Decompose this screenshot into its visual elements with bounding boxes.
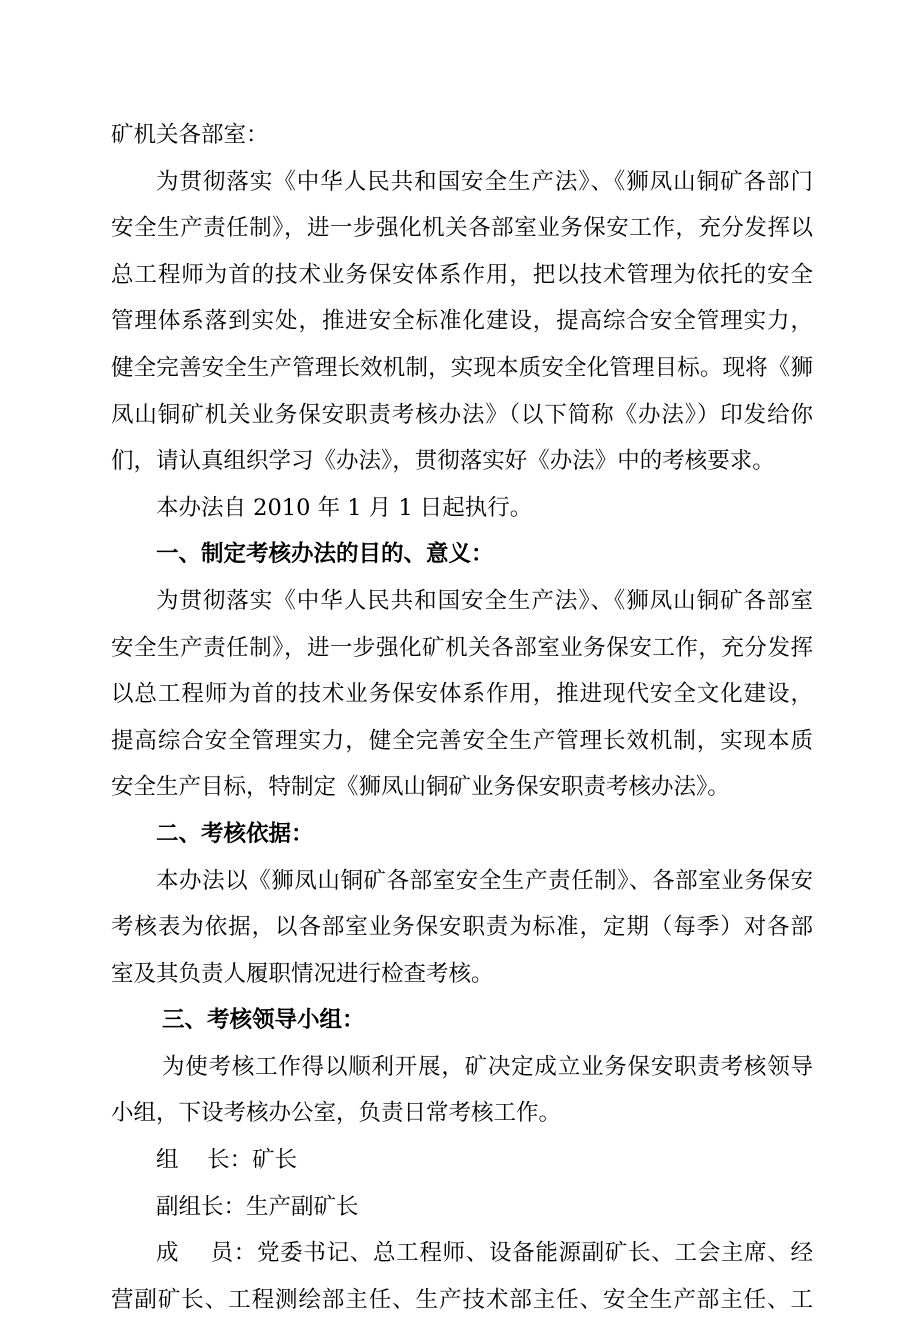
paragraph-line: 们，请认真组织学习《办法》，贯彻落实好《办法》中的考核要求。 [111, 448, 775, 475]
paragraph-line: 总工程师为首的技术业务保安体系作用，把以技术管理为依托的安全 [111, 261, 813, 288]
paragraph-line: 健全完善安全生产管理长效机制，实现本质安全化管理目标。现将《狮 [111, 354, 813, 381]
paragraph-line: 安全生产责任制》，进一步强化机关各部室业务保安工作，充分发挥以 [111, 215, 813, 242]
paragraph-line: 室及其负责人履职情况进行检查考核。 [111, 960, 494, 987]
paragraph-line: 本办法以《狮凤山铜矿各部室安全生产责任制》、各部室业务保安 [156, 867, 813, 894]
paragraph-line: 凤山铜矿机关业务保安职责考核办法》（以下简称《办法》）印发给你 [111, 401, 813, 428]
effective-date-line: 本办法自 2010 年 1 月 1 日起执行。 [156, 494, 533, 521]
paragraph-line: 管理体系落到实处，推进安全标准化建设，提高综合安全管理实力， [111, 308, 813, 335]
members-line: 成 员：党委书记、总工程师、设备能源副矿长、工会主席、经 [156, 1240, 813, 1267]
document-body [111, 112, 813, 1323]
salutation: 矿机关各部室： [111, 122, 269, 148]
paragraph-line: 以总工程师为首的技术业务保安体系作用，推进现代安全文化建设， [111, 681, 813, 708]
paragraph-line: 考核表为依据，以各部室业务保安职责为标准，定期（每季）对各部 [111, 914, 813, 941]
paragraph-line: 安全生产目标，特制定《狮凤山铜矿业务保安职责考核办法》。 [111, 774, 730, 801]
section-heading-3: 三、考核领导小组： [162, 1007, 365, 1034]
deputy-leader-line: 副组长：生产副矿长 [156, 1193, 359, 1220]
paragraph-line: 小组，下设考核办公室，负责日常考核工作。 [111, 1100, 562, 1127]
paragraph-line: 营副矿长、工程测绘部主任、生产技术部主任、安全生产部主任、工 [111, 1286, 813, 1313]
paragraph-line: 为使考核工作得以顺利开展，矿决定成立业务保安职责考核领导 [162, 1053, 813, 1080]
section-heading-1: 一、制定考核办法的目的、意义： [156, 541, 494, 568]
section-heading-2: 二、考核依据： [156, 820, 314, 847]
paragraph-line: 为贯彻落实《中华人民共和国安全生产法》、《狮凤山铜矿各部室 [156, 587, 813, 614]
paragraph-line: 安全生产责任制》，进一步强化矿机关各部室业务保安工作，充分发挥 [111, 634, 813, 661]
paragraph-line: 为贯彻落实《中华人民共和国安全生产法》、《狮凤山铜矿各部门 [156, 168, 813, 195]
paragraph-line: 提高综合安全管理实力，健全完善安全生产管理长效机制，实现本质 [111, 727, 813, 754]
group-leader-line: 组 长：矿长 [156, 1147, 298, 1174]
